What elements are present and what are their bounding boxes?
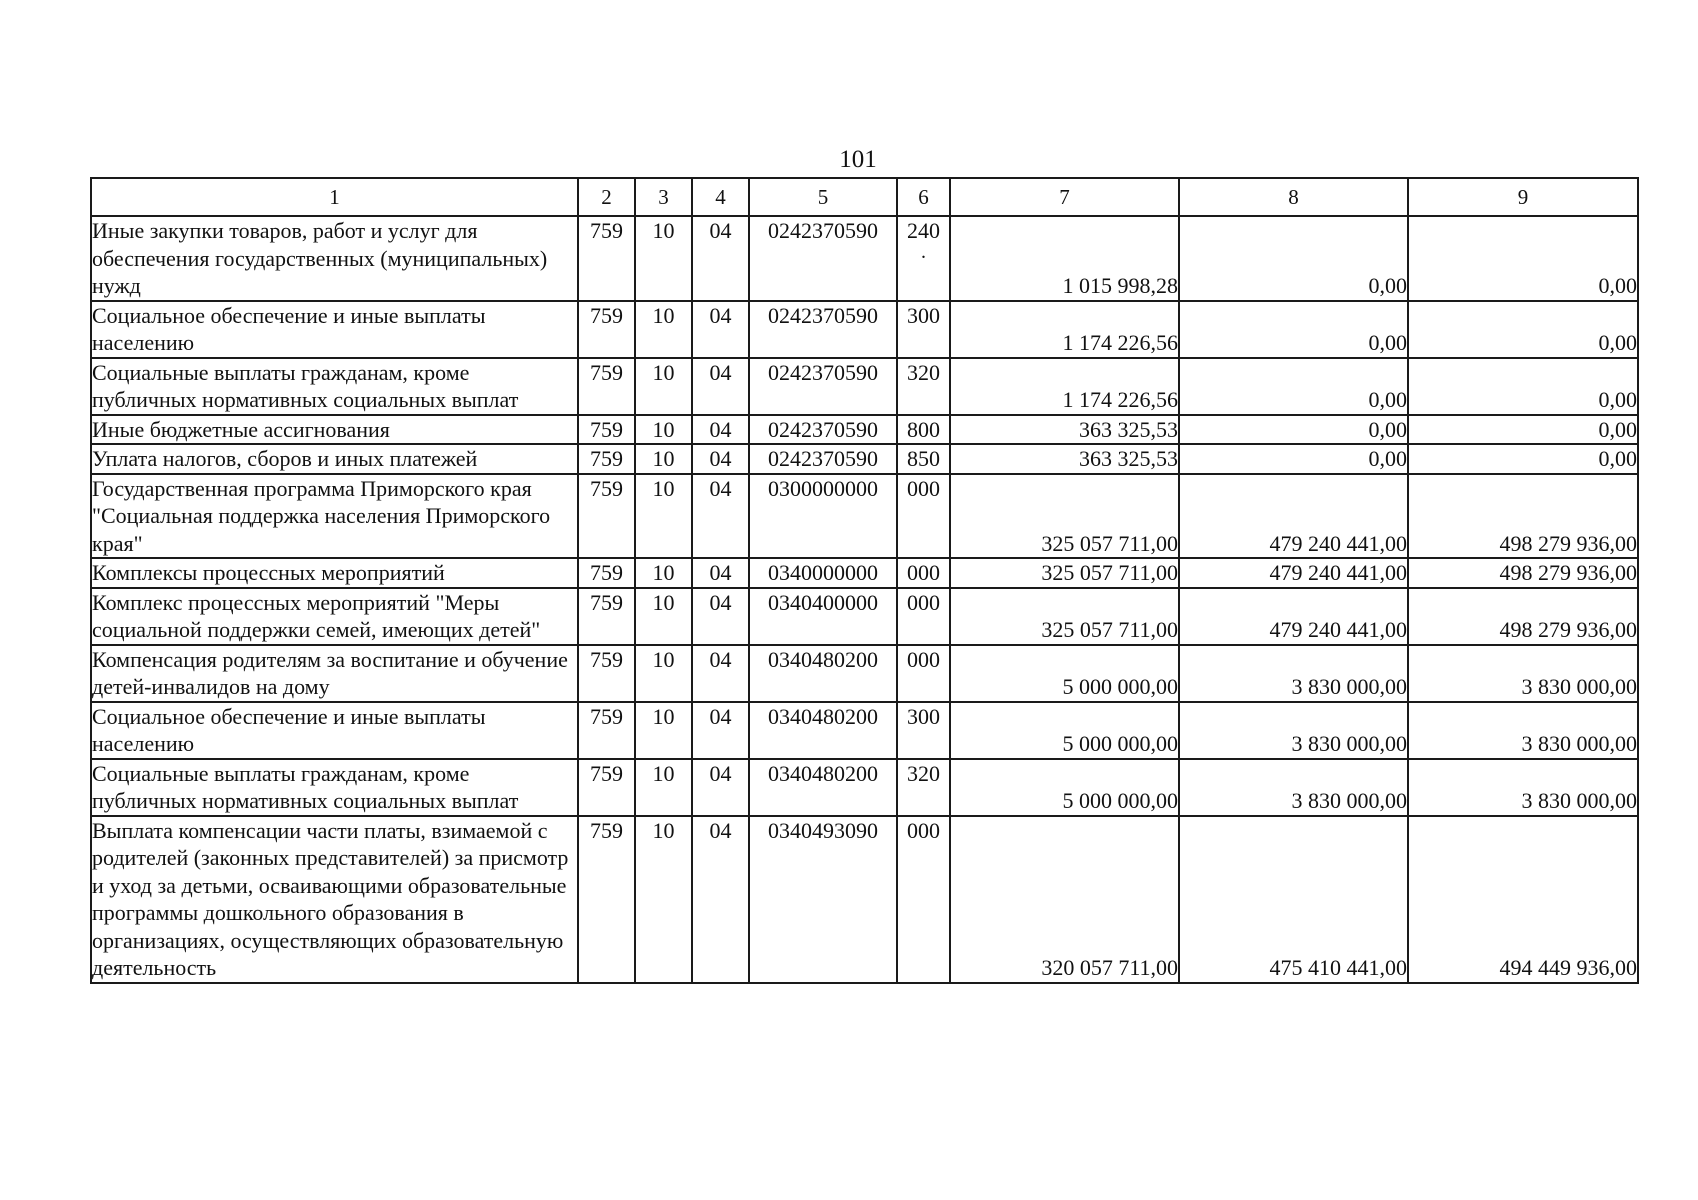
row-name-cell: Социальные выплаты гражданам, кроме публичных нормативных социальных выплат (91, 759, 578, 816)
row-name-cell: Компенсация родителям за воспитание и обучение детей-инвалидов на дому (91, 645, 578, 702)
column-header: 1 (91, 178, 578, 216)
code-cell: 0242370590 (749, 358, 897, 415)
code-cell: 10 (635, 588, 692, 645)
budget-table (90, 177, 1639, 984)
code-cell: 04 (692, 558, 749, 588)
amount-cell: 0,00 (1408, 444, 1638, 474)
code-cell: 0340000000 (749, 558, 897, 588)
code-cell: 0300000000 (749, 474, 897, 559)
amount-cell: 3 830 000,00 (1408, 702, 1638, 759)
code-cell: 759 (578, 415, 635, 445)
row-name-cell: Иные закупки товаров, работ и услуг для обеспечения государственных (муниципальных) нужд (91, 216, 578, 301)
page-number: 101 (839, 146, 877, 173)
code-cell: 04 (692, 702, 749, 759)
code-cell: 759 (578, 474, 635, 559)
code-cell: 850 (897, 444, 950, 474)
header-row (91, 178, 1638, 216)
code-cell: 10 (635, 702, 692, 759)
row-name-cell: Социальные выплаты гражданам, кроме публичных нормативных социальных выплат (91, 358, 578, 415)
table-row (91, 702, 1638, 759)
column-header: 7 (950, 178, 1179, 216)
code-cell (897, 216, 950, 301)
table-row (91, 759, 1638, 816)
amount-cell: 1 174 226,56 (950, 358, 1179, 415)
code-cell: 759 (578, 702, 635, 759)
amount-cell: 3 830 000,00 (1179, 759, 1408, 816)
code-cell: 300 (897, 301, 950, 358)
code-cell: 320 (897, 358, 950, 415)
code-cell: 10 (635, 415, 692, 445)
amount-cell: 0,00 (1179, 415, 1408, 445)
code-cell: 0242370590 (749, 415, 897, 445)
row-name-cell: Комплекс процессных мероприятий "Меры социальной поддержки семей, имеющих детей" (91, 588, 578, 645)
amount-cell: 320 057 711,00 (950, 816, 1179, 983)
table-row (91, 474, 1638, 559)
code-cell: 000 (897, 474, 950, 559)
amount-cell: 5 000 000,00 (950, 702, 1179, 759)
row-name-cell: Социальное обеспечение и иные выплаты населению (91, 301, 578, 358)
amount-cell: 0,00 (1408, 358, 1638, 415)
amount-cell: 5 000 000,00 (950, 645, 1179, 702)
code-value: 240 (907, 218, 940, 243)
row-name-cell: Государственная программа Приморского края "Социальная поддержка населения Приморского края" (91, 474, 578, 559)
code-cell: 10 (635, 474, 692, 559)
table-row (91, 588, 1638, 645)
column-header: 4 (692, 178, 749, 216)
amount-cell: 3 830 000,00 (1179, 645, 1408, 702)
amount-cell: 3 830 000,00 (1179, 702, 1408, 759)
column-header: 3 (635, 178, 692, 216)
amount-cell: 479 240 441,00 (1179, 474, 1408, 559)
amount-cell: 475 410 441,00 (1179, 816, 1408, 983)
amount-cell: 1 174 226,56 (950, 301, 1179, 358)
code-cell: 0340400000 (749, 588, 897, 645)
code-cell: 10 (635, 301, 692, 358)
amount-cell: 5 000 000,00 (950, 759, 1179, 816)
code-cell: 759 (578, 816, 635, 983)
code-cell: 04 (692, 759, 749, 816)
code-cell: 04 (692, 816, 749, 983)
code-cell: 000 (897, 588, 950, 645)
amount-cell: 3 830 000,00 (1408, 645, 1638, 702)
amount-cell: 0,00 (1179, 444, 1408, 474)
code-cell: 0340480200 (749, 645, 897, 702)
code-cell: 10 (635, 816, 692, 983)
column-header: 9 (1408, 178, 1638, 216)
code-cell: 759 (578, 358, 635, 415)
amount-cell: 498 279 936,00 (1408, 558, 1638, 588)
table-row (91, 415, 1638, 445)
code-cell: 000 (897, 645, 950, 702)
code-cell: 04 (692, 645, 749, 702)
table-row (91, 645, 1638, 702)
table-row (91, 816, 1638, 983)
code-cell: 10 (635, 645, 692, 702)
table-row (91, 358, 1638, 415)
amount-cell: 0,00 (1408, 216, 1638, 301)
code-cell: 800 (897, 415, 950, 445)
amount-cell: 363 325,53 (950, 444, 1179, 474)
code-cell: 759 (578, 588, 635, 645)
code-cell: 10 (635, 759, 692, 816)
code-cell: 04 (692, 415, 749, 445)
code-cell: 10 (635, 216, 692, 301)
amount-cell: 363 325,53 (950, 415, 1179, 445)
amount-cell: 325 057 711,00 (950, 558, 1179, 588)
amount-cell: 498 279 936,00 (1408, 474, 1638, 559)
code-cell: 10 (635, 358, 692, 415)
row-name-cell: Выплата компенсации части платы, взимаемой с родителей (законных представителей) за присмотр и уход за детьми, осваивающими образовательные программы дошкольного образования в организациях, осуществляющих образовательную деятельность (91, 816, 578, 983)
amount-cell: 0,00 (1179, 358, 1408, 415)
column-header: 8 (1179, 178, 1408, 216)
column-header: 5 (749, 178, 897, 216)
code-cell: 04 (692, 444, 749, 474)
code-cell: 04 (692, 358, 749, 415)
amount-cell: 0,00 (1179, 301, 1408, 358)
column-header: 2 (578, 178, 635, 216)
column-header: 6 (897, 178, 950, 216)
row-name-cell: Уплата налогов, сборов и иных платежей (91, 444, 578, 474)
amount-cell: 325 057 711,00 (950, 474, 1179, 559)
code-cell: 04 (692, 474, 749, 559)
code-cell: 04 (692, 216, 749, 301)
amount-cell: 0,00 (1179, 216, 1408, 301)
code-cell: 000 (897, 558, 950, 588)
amount-cell: 325 057 711,00 (950, 588, 1179, 645)
table-row (91, 558, 1638, 588)
table-row (91, 216, 1638, 301)
code-cell: 0242370590 (749, 301, 897, 358)
code-cell: 0242370590 (749, 444, 897, 474)
amount-cell: 494 449 936,00 (1408, 816, 1638, 983)
code-cell: 759 (578, 444, 635, 474)
amount-cell: 0,00 (1408, 415, 1638, 445)
code-cell: 04 (692, 588, 749, 645)
row-name-cell: Иные бюджетные ассигнования (91, 415, 578, 445)
amount-cell: 0,00 (1408, 301, 1638, 358)
code-cell: 10 (635, 558, 692, 588)
code-cell: 320 (897, 759, 950, 816)
dot-mark: . (921, 240, 926, 263)
row-name-cell: Социальное обеспечение и иные выплаты населению (91, 702, 578, 759)
code-cell: 759 (578, 645, 635, 702)
amount-cell: 1 015 998,28 (950, 216, 1179, 301)
code-cell: 0242370590 (749, 216, 897, 301)
amount-cell: 479 240 441,00 (1179, 588, 1408, 645)
code-cell: 10 (635, 444, 692, 474)
table-row (91, 301, 1638, 358)
code-cell: 000 (897, 816, 950, 983)
code-cell: 04 (692, 301, 749, 358)
table-row (91, 444, 1638, 474)
amount-cell: 498 279 936,00 (1408, 588, 1638, 645)
code-cell: 759 (578, 216, 635, 301)
code-cell: 0340493090 (749, 816, 897, 983)
code-cell: 759 (578, 301, 635, 358)
code-cell: 0340480200 (749, 702, 897, 759)
row-name-cell: Комплексы процессных мероприятий (91, 558, 578, 588)
amount-cell: 479 240 441,00 (1179, 558, 1408, 588)
amount-cell: 3 830 000,00 (1408, 759, 1638, 816)
code-cell: 759 (578, 558, 635, 588)
code-cell: 759 (578, 759, 635, 816)
code-cell: 300 (897, 702, 950, 759)
code-cell: 0340480200 (749, 759, 897, 816)
